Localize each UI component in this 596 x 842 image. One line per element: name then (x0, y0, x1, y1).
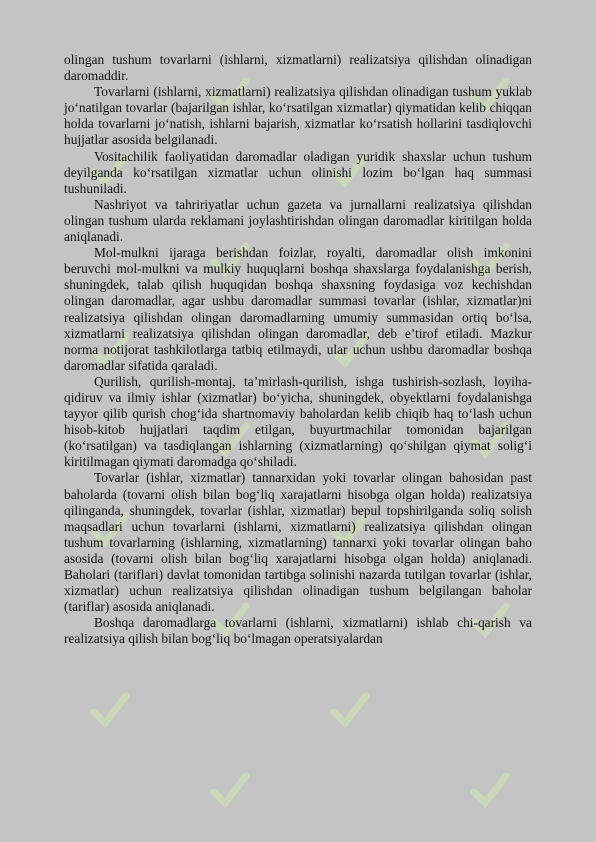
body-text (64, 52, 532, 647)
paragraph: Nashriyot va tahririyatlar uchun gazeta va jurnallarni realizatsiya qilishdan olingan tushum ularda reklamani joylashtirishdan olingan daromadlar kiritilgan holda aniqlanadi. (64, 196, 532, 245)
paragraph: Tovarlarni (ishlarni, xizmatlarni) realizatsiya qilishdan olinadigan tushum yuklab jo‘natilgan tovarlar (bajarilgan ishlar, ko‘rsatilgan xizmatlar) qiymatidan kelib chiqqan holda tovarlarni jo‘natish, ishlarni bajarish, xizmatlar ko‘rsatish hollarini tasdiqlovchi hujjatlar asosida belgilanadi. (64, 84, 532, 148)
watermark-check-icon (90, 690, 130, 730)
paragraph: Boshqa daromadlarga tovarlarni (ishlarni, xizmatlarni) ishlab chi-qarish va realizatsiya qilish bilan bog‘liq bo‘lmagan operatsiyalardan (64, 615, 532, 647)
paragraph: Mol-mulkni ijaraga berishdan foizlar, royalti, daromadlar olish imkonini beruvchi mol-mulkni va mulkiy huquqlarni boshqa shaxslarga foydalanishga berish, shuningdek, talab qilish huquqidan boshqa shaxsning foydasiga voz kechishdan olingan daromadlar, agar ushbu daromadlar summasi tovarlar (ishlar, xizmatlar)ni realizatsiya qilishdan olingan daromadlarning umumiy summasidan ortiq bo‘lsa, xizmatlarni realizatsiya qilishdan olingan daromadlar, deb e’tirof etiladi. Mazkur norma notijorat tashkilotlarga tatbiq etilmaydi, ular uchun ushbu daromadlar boshqa daromadlar sifatida qaraladi. (64, 245, 532, 373)
paragraph-continuation: olingan tushum tovarlarni (ishlarni, xizmatlarni) realizatsiya qilishdan olinadigan daromaddir. (64, 52, 532, 84)
paragraph: Vositachilik faoliyatidan daromadlar oladigan yuridik shaxslar uchun tushum deyilganda ko‘rsatilgan xizmatlar uchun olinishi lozim bo‘lgan haq summasi tushuniladi. (64, 148, 532, 196)
watermark-check-icon (470, 770, 510, 810)
paragraph: Qurilish, qurilish-montaj, ta’mirlash-qurilish, ishga tushirish-sozlash, loyiha-qidiruv va ilmiy ishlar (xizmatlar) bo‘yicha, shuningdek, obyektlarni foydalanishga tayyor qilib qurish chog‘ida shartnomaviy baholardan kelib chiqib haq to‘lash uchun hisob-kitob hujjatlari taqdim etilgan, buyurtmachilar tomonidan bajarilgan (ko‘rsatilgan) va tasdiqlangan ishlarning (xizmatlarning) qo‘shilgan qiymat solig‘i kiritilmagan qiymati daromadga qo‘shiladi. (64, 373, 532, 470)
watermark-check-icon (210, 770, 250, 810)
paragraph: Tovarlar (ishlar, xizmatlar) tannarxidan yoki tovarlar olingan bahosidan past baholarda (tovarni olish bilan bog‘liq xarajatlarni hisobga olgan holda) realizatsiya qilinganda, shuningdek, tovarlar (ishlar, xizmatlar) bepul topshirilganda soliq solish maqsadlari uchun tovarlarni (ishlarni, xizmatlarni) realizatsiya qilishdan olingan tushum tovarlarning (ishlarning, xizmatlarning) tannarxi yoki tovarlar olingan baho asosida (tovarni olish bilan bog‘liq xarajatlarni hisobga olgan holda) aniqlanadi. Baholari (tariflari) davlat tomonidan tartibga solinishi nazarda tutilgan tovarlar (ishlar, xizmatlar) uchun realizatsiya qilishdan olinadigan tushum belgilangan baholar (tariflar) asosida aniqlanadi. (64, 470, 532, 615)
watermark-check-icon (330, 690, 370, 730)
